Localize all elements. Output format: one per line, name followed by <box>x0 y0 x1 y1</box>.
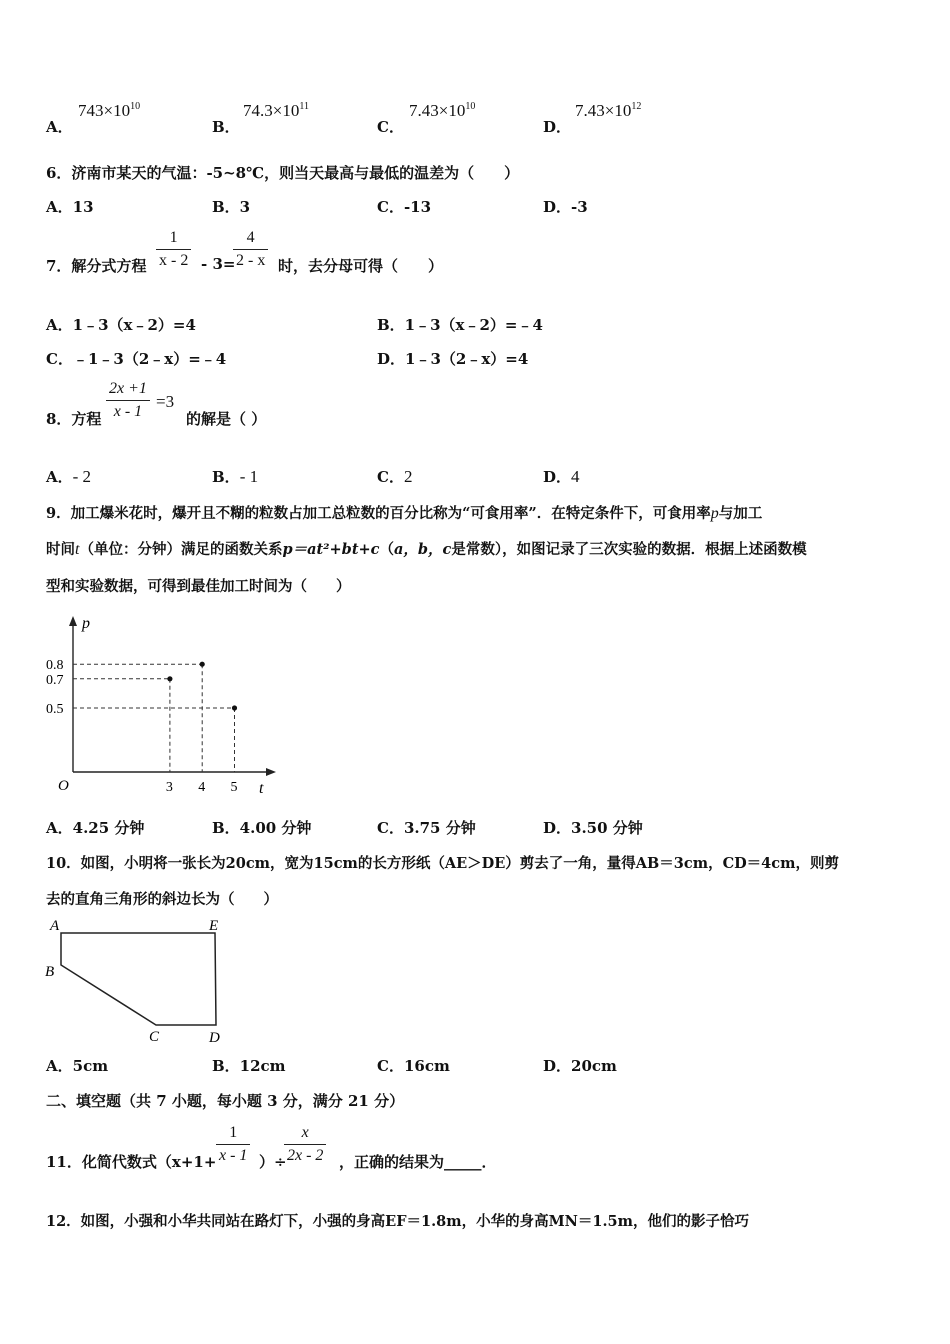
q8-frac-bar <box>106 400 150 401</box>
q9-var-t: t <box>75 541 80 558</box>
q8-option-c <box>377 466 412 487</box>
q10-label-c: C <box>149 1029 160 1045</box>
q8-option-d <box>543 466 580 487</box>
q5-c-times: × <box>438 101 449 120</box>
q7-fraction-1 <box>156 229 191 270</box>
q5-b-base: 10 <box>282 101 300 120</box>
q9-line2-d: 是常数），如图记录了三次实验的数据．根据上述函数模 <box>451 541 807 558</box>
q8-c-label: C． <box>377 468 404 486</box>
q9-line-3: 型和实验数据，可得到最佳加工时间为（ ） <box>46 578 351 595</box>
q6-stem: 6．济南市某天的气温：-5~8℃，则当天最高与最低的温差为（ ） <box>46 164 520 182</box>
q9-line-2 <box>46 538 807 559</box>
q9-line1-end: 与加工 <box>718 505 763 522</box>
q10-label-b: B <box>45 964 55 980</box>
q7-prefix: 7．解分式方程 <box>46 257 147 275</box>
q11-frac2-numerator: x <box>301 1124 309 1141</box>
q11-frac1-denominator: x - 1 <box>219 1147 248 1164</box>
q9-option-c: C．3.75 分钟 <box>377 819 476 837</box>
q5-option-b <box>212 116 240 137</box>
q9-data-point <box>167 676 172 681</box>
q6-option-d: D．-3 <box>543 198 588 216</box>
q10-option-d: D．20cm <box>543 1057 617 1075</box>
q10-figure <box>40 912 240 1047</box>
q5-c-mantissa: 7.43 <box>409 101 439 120</box>
q7-option-c: C．﹣1﹣3（2﹣x）=﹣4 <box>46 350 227 368</box>
q9-option-b: B．4.00 分钟 <box>212 819 312 837</box>
q9-x-axis-arrow <box>266 768 276 776</box>
q9-data-point <box>232 705 237 710</box>
q9-y-tick-label: 0.5 <box>46 702 64 717</box>
q9-x-tick-label: 5 <box>230 780 238 795</box>
q7-middle: - 3= <box>201 255 236 273</box>
q7-option-d: D．1﹣3（2﹣x）=4 <box>377 350 529 368</box>
q9-line-1 <box>46 502 762 523</box>
q10-option-c: C．16cm <box>377 1057 450 1075</box>
q9-option-a: A．4.25 分钟 <box>46 819 145 837</box>
q5-option-b-value <box>243 101 309 121</box>
q8-prefix: 8．方程 <box>46 410 102 428</box>
q11-middle: ）÷ <box>259 1153 287 1171</box>
q8-fraction <box>106 380 150 421</box>
q5-option-a-label: A． <box>46 118 73 136</box>
q11-frac2-denominator: 2x - 2 <box>287 1147 324 1164</box>
q9-line2-a: 时间 <box>46 541 75 558</box>
q7-frac2-numerator: 4 <box>246 229 255 246</box>
q5-a-base: 10 <box>113 101 131 120</box>
q5-b-times: × <box>272 101 283 120</box>
q5-b-mantissa: 74.3 <box>243 101 273 120</box>
q5-a-exp: 10 <box>130 101 141 112</box>
q9-y-axis-arrow <box>69 616 77 626</box>
q8-option-b <box>212 466 258 487</box>
q5-option-d <box>543 116 571 137</box>
q11-frac1-bar <box>216 1144 250 1145</box>
q8-suffix: 的解是（ ） <box>186 410 267 428</box>
q9-constants: a，b，c <box>394 541 452 558</box>
q10-label-a: A <box>50 918 60 934</box>
q5-d-times: × <box>604 101 615 120</box>
q9-data-point <box>200 662 205 667</box>
q9-var-p: p <box>710 505 719 522</box>
q7-fraction-2 <box>233 229 268 270</box>
q8-d-value: 4 <box>571 467 580 486</box>
q9-option-d: D．3.50 分钟 <box>543 819 643 837</box>
q7-option-b: B．1﹣3（x﹣2）=﹣4 <box>377 316 543 334</box>
q7-frac2-bar <box>233 249 268 250</box>
section-2-title: 二、填空题（共 7 小题，每小题 3 分，满分 21 分） <box>46 1092 405 1110</box>
q9-formula: p＝at²+bt+c <box>282 541 380 558</box>
q10-line-2: 去的直角三角形的斜边长为（ ） <box>46 891 278 908</box>
q11-frac2-bar <box>284 1144 326 1145</box>
q8-b-label: B． <box>212 468 240 486</box>
q9-x-tick-label: 4 <box>198 780 206 795</box>
q7-option-a: A．1﹣3（x﹣2）=4 <box>46 316 196 334</box>
q10-label-d: D <box>209 1030 220 1046</box>
q7-frac1-denominator: x - 2 <box>159 252 189 269</box>
q11-suffix: ，正确的结果为_____． <box>339 1153 497 1171</box>
q8-equals: =3 <box>156 392 175 411</box>
q9-line2-c: （ <box>379 541 394 558</box>
q10-option-a: A．5cm <box>46 1057 109 1075</box>
q5-option-a <box>46 116 73 137</box>
q9-y-tick-label: 0.7 <box>46 672 64 688</box>
q5-option-a-value <box>78 101 140 121</box>
q6-option-a: A．13 <box>46 198 94 216</box>
q5-c-exp: 10 <box>465 101 476 112</box>
q10-pentagon <box>61 933 216 1025</box>
q8-d-label: D． <box>543 468 572 486</box>
q5-option-c-value <box>409 101 475 121</box>
q9-x-axis-label: t <box>259 780 264 797</box>
q7-suffix: 时，去分母可得（ ） <box>278 257 444 275</box>
q6-option-b: B．3 <box>212 198 251 216</box>
q8-c-value: 2 <box>403 467 413 486</box>
q12-line-1: 12．如图，小强和小华共同站在路灯下，小强的身高EF＝1.8m，小华的身高MN＝1.5m，他们的影子恰巧 <box>46 1213 749 1230</box>
q11-prefix: 11．化简代数式（x+1+ <box>46 1153 217 1171</box>
q11-fraction-1 <box>216 1124 250 1165</box>
q11-frac1-numerator: 1 <box>229 1124 238 1141</box>
q5-a-times: × <box>103 101 114 120</box>
q9-x-tick-label: 3 <box>165 780 173 795</box>
q7-frac1-bar <box>156 249 191 250</box>
q5-b-exp: 11 <box>299 101 309 112</box>
q10-line-1: 10．如图，小明将一张长为20cm，宽为15cm的长方形纸（AE＞DE）剪去了一角，量得AB＝3cm，CD＝4cm，则剪 <box>46 855 839 872</box>
q5-d-mantissa: 7.43 <box>575 101 605 120</box>
q9-chart <box>40 608 290 800</box>
q9-y-axis-label: p <box>82 615 90 632</box>
q7-frac1-numerator: 1 <box>169 229 178 246</box>
q9-origin-label: O <box>58 778 69 794</box>
q9-line2-b: （单位：分钟）满足的函数关系 <box>79 541 283 558</box>
q8-frac-numerator: 2x +1 <box>109 380 147 397</box>
q10-label-e: E <box>209 918 219 934</box>
q6-option-c: C．-13 <box>377 198 432 216</box>
q10-option-b: B．12cm <box>212 1057 286 1075</box>
q9-marks <box>46 658 238 795</box>
q7-frac2-denominator: 2 - x <box>236 252 266 269</box>
q9-y-tick-label: 0.8 <box>46 658 64 674</box>
q5-option-d-label: D． <box>543 118 572 136</box>
q9-line1-text: 9．加工爆米花时，爆开且不糊的粒数占加工总粒数的百分比称为“可食用率”．在特定条件下，可食用率 <box>46 505 711 522</box>
q5-d-exp: 12 <box>631 101 642 112</box>
q8-a-value: - 2 <box>72 467 92 486</box>
q11-fraction-2 <box>284 1124 326 1165</box>
q8-frac-denominator: x - 1 <box>113 403 143 420</box>
q5-option-c-label: C． <box>377 118 404 136</box>
q5-option-b-label: B． <box>212 118 240 136</box>
q8-a-label: A． <box>46 468 73 486</box>
q8-option-a <box>46 466 91 487</box>
q5-option-c <box>377 116 404 137</box>
q5-d-base: 10 <box>614 101 632 120</box>
q5-c-base: 10 <box>448 101 466 120</box>
q8-b-value: - 1 <box>239 467 259 486</box>
q5-option-d-value <box>575 101 641 121</box>
q5-a-mantissa: 743 <box>78 101 104 120</box>
